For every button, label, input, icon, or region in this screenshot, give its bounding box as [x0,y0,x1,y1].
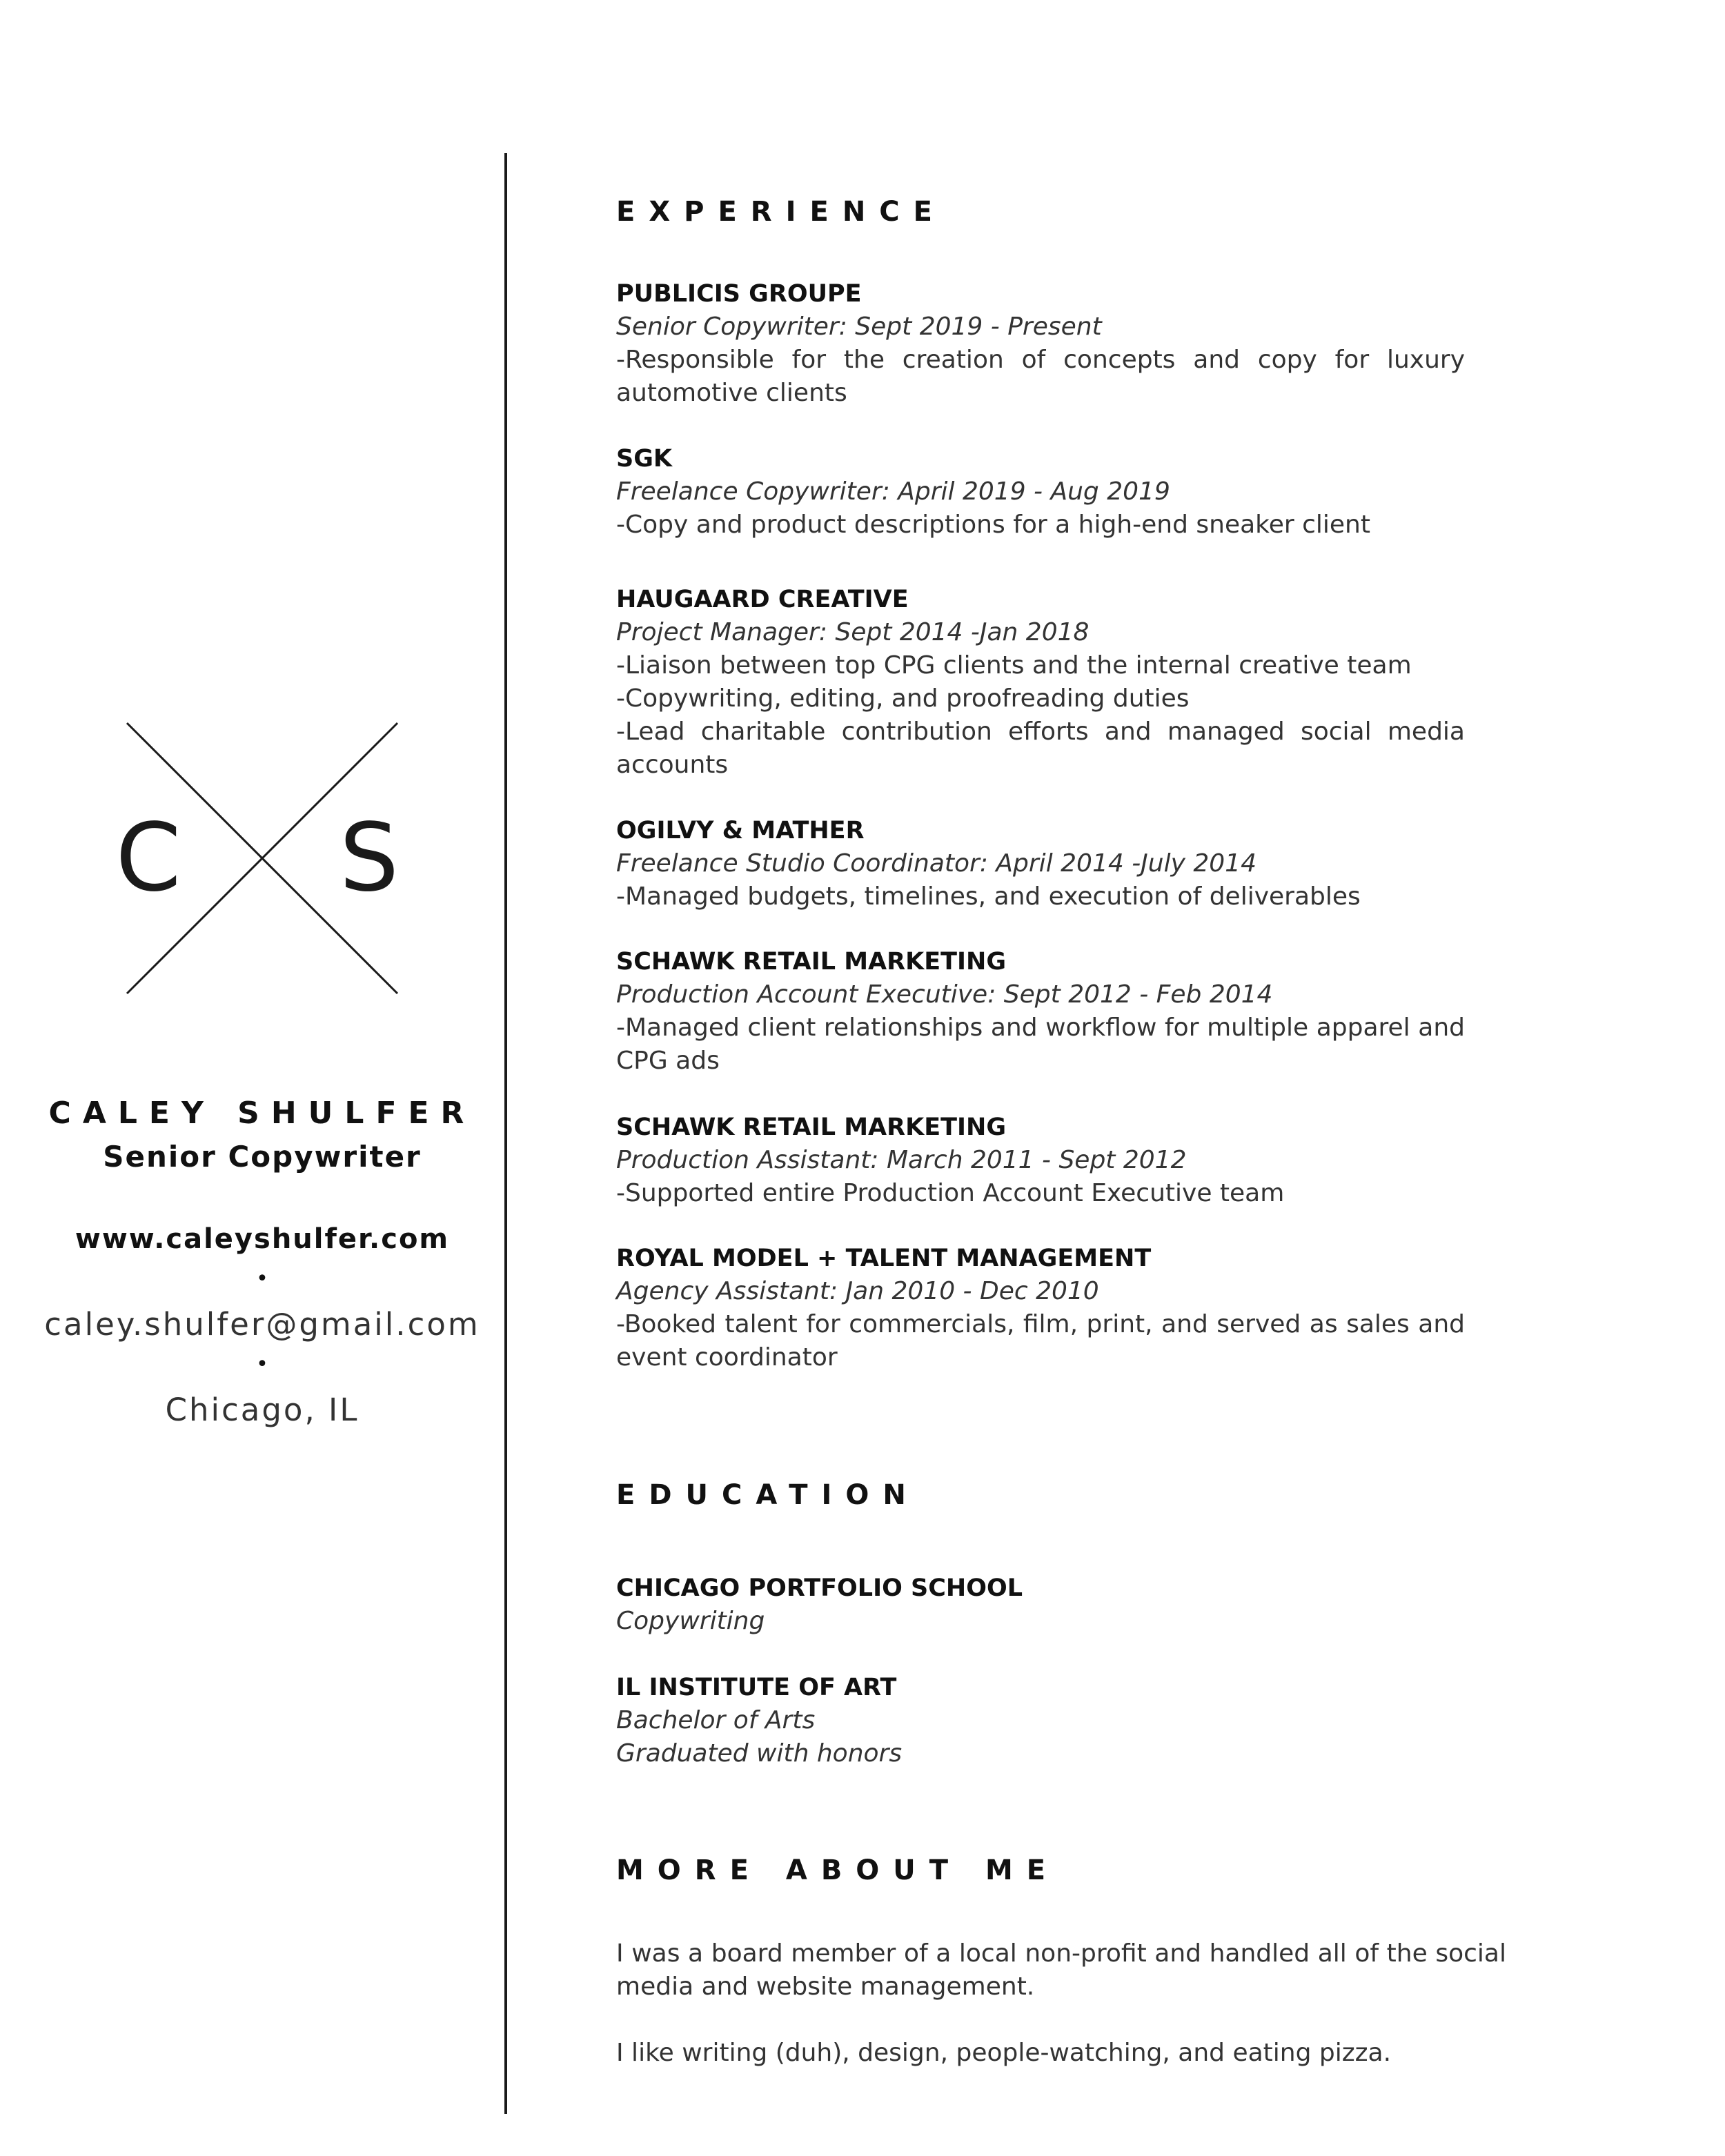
entry-description: -Booked talent for commercials, film, print, and served as sales and event coordinator [616,1310,1465,1372]
entry-degree: Bachelor of Arts [616,1706,816,1734]
entry-company: SGK [616,445,673,473]
entry-description: -Managed budgets, timelines, and execution of deliverables [616,882,1361,911]
column-divider [504,153,507,2114]
website-link[interactable]: www.caleyshulfer.com [75,1223,450,1255]
education-entry [616,1572,1465,1638]
experience-entry [616,1111,1465,1210]
entry-degree: Copywriting [616,1607,765,1635]
separator-dot: • [256,1267,268,1291]
email-link[interactable]: caley.shulfer@gmail.com [44,1306,480,1343]
experience-entry [616,277,1465,410]
entry-description: -Managed client relationships and workflow for multiple apparel and CPG ads [616,1013,1465,1075]
entry-company: ROYAL MODEL + TALENT MANAGEMENT [616,1245,1152,1272]
entry-title: Agency Assistant: Jan 2010 - Dec 2010 [616,1277,1099,1305]
entry-description: -Lead charitable contribution efforts and managed social media accounts [616,718,1465,779]
experience-entry [616,583,1465,782]
monogram-letter-s: S [339,804,400,913]
entry-company: SCHAWK RETAIL MARKETING [616,1114,1007,1141]
about-paragraph: I was a board member of a local non-profit and handled all of the social media and website management. [616,1939,1506,2001]
about-paragraph: I like writing (duh), design, people-watching, and eating pizza. [616,2039,1392,2067]
entry-title: Freelance Copywriter: April 2019 - Aug 2019 [616,477,1170,506]
entry-title: Production Account Executive: Sept 2012 - Feb 2014 [616,980,1273,1009]
profile-role: Senior Copywriter [103,1140,422,1174]
monogram-letter-c: C [115,804,181,913]
entry-description: -Liaison between top CPG clients and the internal creative team [616,651,1412,680]
entry-company: PUBLICIS GROUPE [616,280,862,308]
location-text: Chicago, IL [165,1392,359,1428]
entry-school: CHICAGO PORTFOLIO SCHOOL [616,1574,1023,1602]
entry-description: -Supported entire Production Account Executive team [616,1179,1285,1207]
experience-entry [616,442,1465,542]
separator-dot: • [256,1352,268,1376]
experience-heading: EXPERIENCE [616,196,946,228]
entry-company: HAUGAARD CREATIVE [616,586,909,613]
entry-degree: Graduated with honors [616,1739,903,1768]
experience-entry [616,814,1465,913]
entry-title: Senior Copywriter: Sept 2019 - Present [616,313,1102,341]
education-heading: EDUCATION [616,1479,920,1511]
monogram-logo [110,711,414,1000]
entry-description: -Copywriting, editing, and proofreading duties [616,684,1190,713]
entry-title: Project Manager: Sept 2014 -Jan 2018 [616,618,1090,646]
entry-school: IL INSTITUTE OF ART [616,1674,897,1701]
entry-company: SCHAWK RETAIL MARKETING [616,948,1007,976]
entry-description: -Copy and product descriptions for a high-end sneaker client [616,511,1370,539]
entry-title: Freelance Studio Coordinator: April 2014 -July 2014 [616,849,1256,878]
experience-entry [616,1242,1465,1374]
about-heading: MORE ABOUT ME [616,1855,1060,1886]
entry-description: -Responsible for the creation of concepts and copy for luxury automotive clients [616,346,1465,407]
entry-title: Production Assistant: March 2011 - Sept 2012 [616,1146,1187,1174]
experience-entry [616,945,1465,1078]
entry-company: OGILVY & MATHER [616,817,865,844]
education-entry [616,1671,1465,1770]
profile-name: CALEY SHULFER [48,1096,476,1131]
